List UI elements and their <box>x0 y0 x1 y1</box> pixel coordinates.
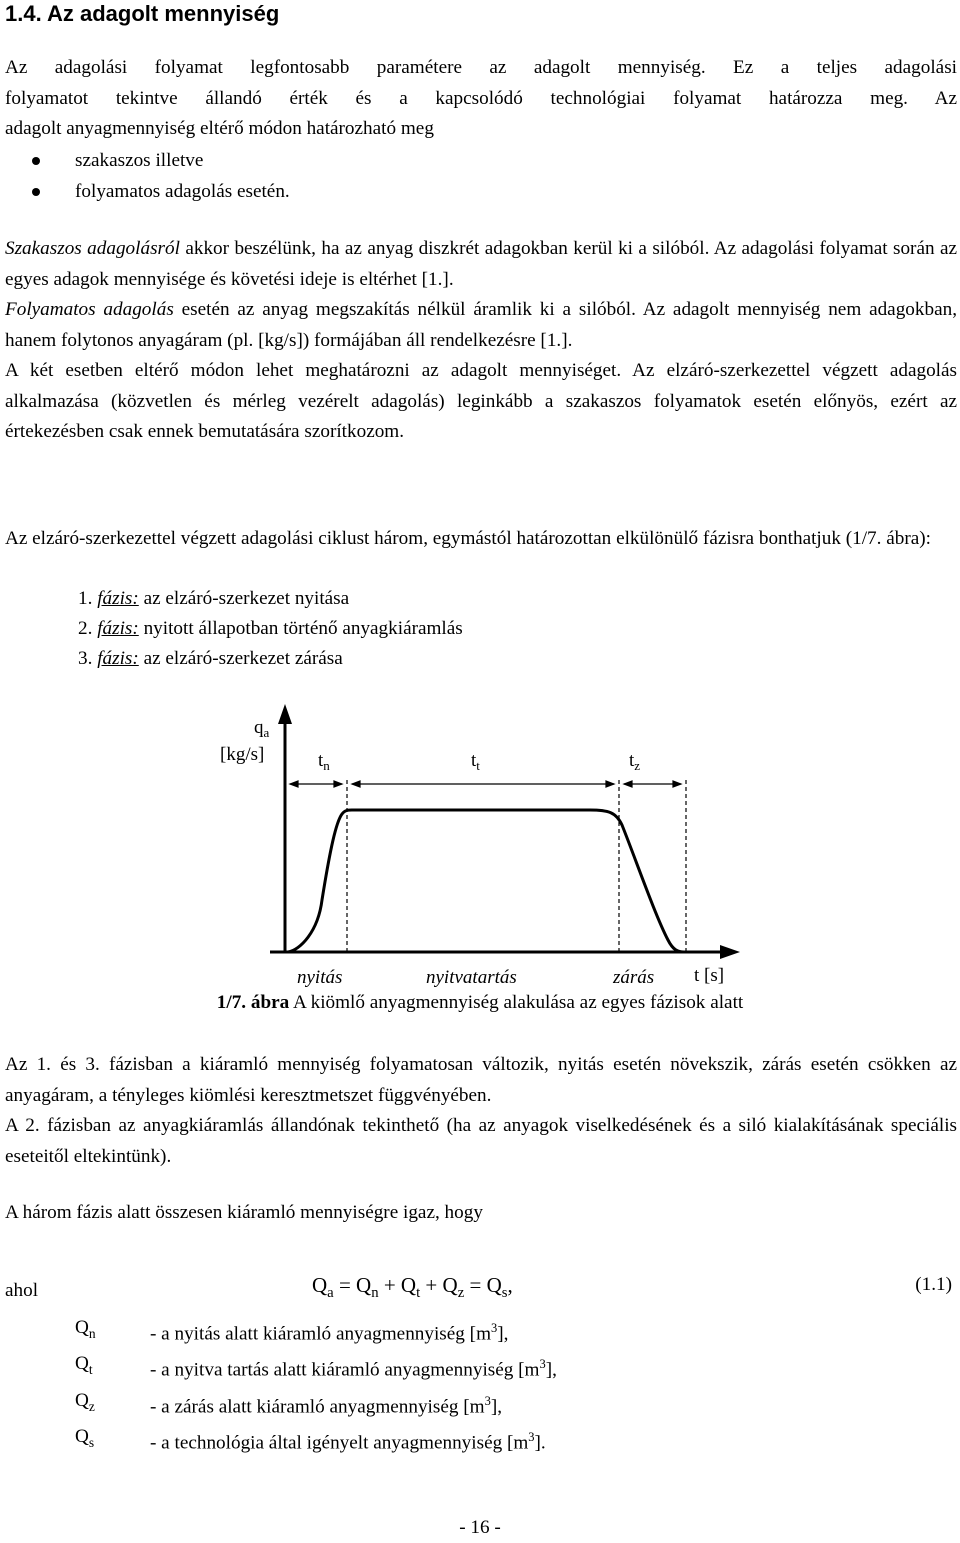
phase-behaviour-text-1: Az 1. és 3. fázisban a kiáramló mennyiség folyamatosan változik, nyitás esetén növekszik, zárás esetén csökken az anyagáram, a tényleges kiömlési keresztmetszet függvényében. <box>5 1054 957 1106</box>
tz-label: $t_z$ <box>629 750 641 773</box>
phase-text: nyitott állapotban történő anyagkiáramlás <box>138 618 463 639</box>
definition-row: $Q_s$ - a technológia által igényelt anyagmennyiség $[m^3]$. <box>75 1426 546 1454</box>
phase-number: 2. <box>78 618 93 639</box>
definition-paragraph <box>5 234 957 448</box>
phase-text: az elzáró-szerkezet zárása <box>138 648 343 669</box>
flow-diagram <box>0 700 960 990</box>
intro-line-1: Az adagolási folyamat legfontosabb paramétere az adagolt mennyiség. Ez a teljes adagolási <box>5 57 957 78</box>
phase-behaviour-text-2: A 2. fázisban az anyagkiáramlás állandónak tekinthető (ha az anyagok viselkedésének és a siló kialakításának speciális eseteitől eltekintünk). <box>5 1115 957 1167</box>
total-amount-intro: A három fázis alatt összesen kiáramló mennyiségre igaz, hogy <box>5 1202 483 1223</box>
y-axis-symbol: $q_a$ <box>254 717 270 740</box>
definition-row: $Q_t$ - a nyitva tartás alatt kiáramló anyagmennyiség $[m^3]$, <box>75 1353 557 1381</box>
comparison-text: A két esetben eltérő módon lehet meghatározni az adagolt mennyiséget. Az elzáró-szerkezettel végzett adagolás alkalmazása (közvetlen és mérleg vezérelt adagolás) leginkább a szakaszos folyamatok esetén előnyös, ezért az értekezésben csak ennek bemutatására szorítkozom. <box>5 360 957 442</box>
discrete-dosing-text <box>5 234 957 295</box>
phase-number: 3. <box>78 648 93 669</box>
phase-text: az elzáró-szerkezet nyitása <box>138 588 350 609</box>
where-label: ahol <box>5 1280 39 1301</box>
phase-behaviour-paragraph <box>5 1050 957 1172</box>
bullet-item: szakaszos illetve <box>30 145 290 176</box>
figure-number: 1/7. ábra <box>216 992 290 1013</box>
phase-intro-paragraph: Az elzáró-szerkezettel végzett adagolási ciklust három, egymástól határozottan elkülönülő fázisra bonthatjuk (1/7. ábra): <box>5 528 931 549</box>
discrete-dosing-term: Szakaszos adagolásról <box>5 238 180 259</box>
discrete-dosing-desc: akkor beszélünk, ha az anyag diszkrét adagokban kerül ki a silóból. Az adagolási folyamat során az egyes adagok mennyisége és követési ideje is eltérhet [1.]. <box>5 238 958 290</box>
figure-caption-text: A kiömlő anyagmennyiség alakulása az egyes fázisok alatt <box>289 992 744 1013</box>
equation-number: (1.1) <box>915 1274 952 1295</box>
phase-item <box>78 614 463 644</box>
dimension-arrows <box>290 781 681 787</box>
section-heading: 1.4. Az adagolt mennyiség <box>5 1 280 26</box>
tn-label: $t_n$ <box>318 750 330 773</box>
continuous-dosing-term: Folyamatos adagolás <box>5 299 174 320</box>
figure-caption <box>0 992 960 1014</box>
continuous-dosing-text <box>5 295 957 356</box>
tt-label: $t_t$ <box>471 750 480 773</box>
phase-label-opening: nyitás <box>297 967 343 988</box>
phase-item <box>78 584 463 614</box>
intro-line-3: adagolt anyagmennyiség eltérő módon határozható meg <box>5 118 434 139</box>
y-axis-unit: [kg/s] <box>220 744 265 765</box>
phase-label: fázis: <box>97 618 139 639</box>
phase-list <box>78 584 463 674</box>
continuous-dosing-desc: esetén az anyag megszakítás nélkül áramlik ki a silóból. Az adagolt mennyiség nem adagokban, hanem folytonos anyagáram (pl. [kg/s]) formájában áll rendelkezésre [1.]. <box>5 299 957 351</box>
x-axis-arrow-icon <box>720 945 740 959</box>
definition-row: $Q_n$ - a nyitás alatt kiáramló anyagmennyiség $[m^3]$, <box>75 1317 509 1345</box>
intro-paragraph <box>5 53 957 145</box>
symbol-definitions <box>75 1313 557 1459</box>
bullet-list <box>30 145 290 207</box>
bullet-item: folyamatos adagolás esetén. <box>30 176 290 207</box>
x-axis-label: t [s] <box>694 965 725 986</box>
page-number: - 16 - <box>459 1517 501 1538</box>
phase-label-closing: zárás <box>613 967 655 988</box>
y-axis-arrow-icon <box>278 704 292 724</box>
phase-label-open: nyitvatartás <box>426 967 517 988</box>
phase-label: fázis: <box>97 648 139 669</box>
phase-item <box>78 644 463 674</box>
definition-row: $Q_z$ - a zárás alatt kiáramló anyagmennyiség $[m^3]$, <box>75 1389 502 1418</box>
equation-1-1: $Q_a = Q_n + Q_t + Q_z = Q_s$, <box>312 1273 513 1302</box>
intro-line-2: folyamatot tekintve állandó érték és a kapcsolódó technológiai folyamat határozza meg. Az <box>5 87 957 109</box>
phase-label: fázis: <box>97 588 139 609</box>
phase-number: 1. <box>78 588 93 609</box>
